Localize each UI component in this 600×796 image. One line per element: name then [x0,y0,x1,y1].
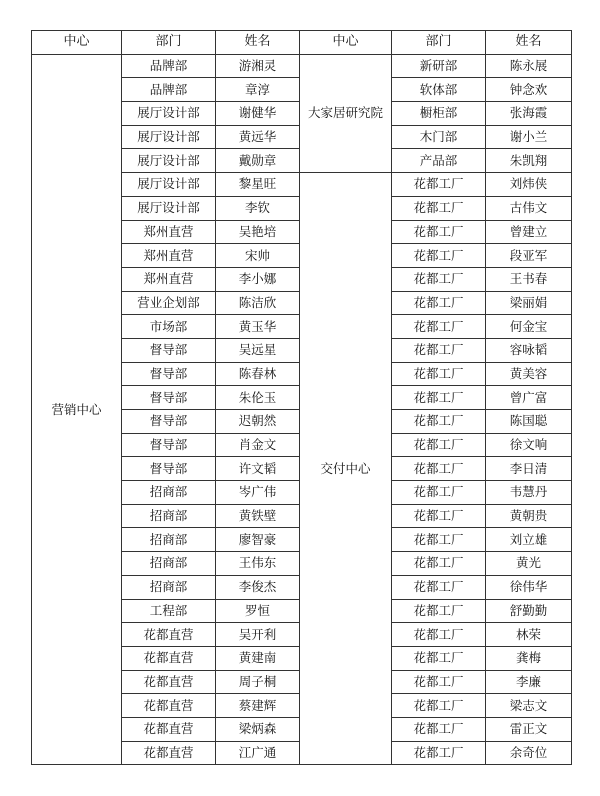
dept-cell: 花都工厂 [392,386,486,410]
dept-cell: 花都直营 [122,623,216,647]
dept-cell: 督导部 [122,362,216,386]
name-cell: 章淳 [216,78,300,102]
dept-cell: 品牌部 [122,78,216,102]
name-cell: 黄朝贵 [486,504,572,528]
center-cell-right: 大家居研究院 [300,54,392,172]
dept-cell: 展厅设计部 [122,149,216,173]
dept-cell: 花都工厂 [392,338,486,362]
header-center-left: 中心 [32,31,122,55]
dept-cell: 市场部 [122,315,216,339]
dept-cell: 花都工厂 [392,528,486,552]
dept-cell: 橱柜部 [392,102,486,126]
dept-cell: 花都工厂 [392,670,486,694]
header-dept-right: 部门 [392,31,486,55]
dept-cell: 花都工厂 [392,575,486,599]
name-cell: 王伟东 [216,552,300,576]
dept-cell: 花都直营 [122,694,216,718]
name-cell: 罗恒 [216,599,300,623]
dept-cell: 郑州直营 [122,267,216,291]
dept-cell: 花都直营 [122,741,216,765]
name-cell: 戴勋章 [216,149,300,173]
name-cell: 李廉 [486,670,572,694]
dept-cell: 营业企划部 [122,291,216,315]
name-cell: 许文韬 [216,457,300,481]
dept-cell: 花都工厂 [392,717,486,741]
name-cell: 何金宝 [486,315,572,339]
dept-cell: 花都工厂 [392,196,486,220]
name-cell: 李小娜 [216,267,300,291]
dept-cell: 花都工厂 [392,244,486,268]
name-cell: 宋帅 [216,244,300,268]
dept-cell: 招商部 [122,504,216,528]
name-cell: 黄建南 [216,646,300,670]
name-cell: 谢健华 [216,102,300,126]
name-cell: 曾建立 [486,220,572,244]
dept-cell: 花都工厂 [392,741,486,765]
dept-cell: 招商部 [122,575,216,599]
name-cell: 迟朝然 [216,410,300,434]
name-cell: 谢小兰 [486,125,572,149]
center-cell-left: 营销中心 [32,54,122,765]
dept-cell: 招商部 [122,481,216,505]
name-cell: 梁志文 [486,694,572,718]
name-cell: 吴艳培 [216,220,300,244]
name-cell: 徐伟华 [486,575,572,599]
name-cell: 梁丽娟 [486,291,572,315]
dept-cell: 花都工厂 [392,646,486,670]
name-cell: 曾广富 [486,386,572,410]
name-cell: 江广通 [216,741,300,765]
dept-cell: 招商部 [122,552,216,576]
name-cell: 钟念欢 [486,78,572,102]
header-name-right: 姓名 [486,31,572,55]
dept-cell: 督导部 [122,433,216,457]
name-cell: 吴远星 [216,338,300,362]
name-cell: 岑广伟 [216,481,300,505]
dept-cell: 新研部 [392,54,486,78]
dept-cell: 品牌部 [122,54,216,78]
dept-cell: 花都工厂 [392,315,486,339]
dept-cell: 花都工厂 [392,481,486,505]
roster-body [32,54,572,765]
dept-cell: 花都工厂 [392,433,486,457]
name-cell: 黄美容 [486,362,572,386]
dept-cell: 展厅设计部 [122,196,216,220]
dept-cell: 郑州直营 [122,244,216,268]
header-center-right: 中心 [300,31,392,55]
header-row [32,31,572,55]
dept-cell: 花都工厂 [392,457,486,481]
name-cell: 黄铁壁 [216,504,300,528]
name-cell: 古伟文 [486,196,572,220]
name-cell: 龚梅 [486,646,572,670]
dept-cell: 花都工厂 [392,267,486,291]
name-cell: 段亚军 [486,244,572,268]
name-cell: 林荣 [486,623,572,647]
header-name-left: 姓名 [216,31,300,55]
name-cell: 陈国聪 [486,410,572,434]
name-cell: 朱伦玉 [216,386,300,410]
header-dept-left: 部门 [122,31,216,55]
name-cell: 刘炜侠 [486,173,572,197]
dept-cell: 花都工厂 [392,504,486,528]
dept-cell: 花都工厂 [392,173,486,197]
table-row [32,54,572,78]
name-cell: 容咏韬 [486,338,572,362]
dept-cell: 花都工厂 [392,599,486,623]
dept-cell: 督导部 [122,410,216,434]
name-cell: 韦慧丹 [486,481,572,505]
dept-cell: 花都工厂 [392,552,486,576]
name-cell: 王书春 [486,267,572,291]
dept-cell: 招商部 [122,528,216,552]
name-cell: 黄玉华 [216,315,300,339]
name-cell: 李俊杰 [216,575,300,599]
dept-cell: 花都直营 [122,717,216,741]
dept-cell: 产品部 [392,149,486,173]
name-cell: 黄光 [486,552,572,576]
dept-cell: 展厅设计部 [122,102,216,126]
name-cell: 余奇位 [486,741,572,765]
dept-cell: 花都直营 [122,646,216,670]
dept-cell: 展厅设计部 [122,173,216,197]
name-cell: 李日清 [486,457,572,481]
name-cell: 刘立雄 [486,528,572,552]
name-cell: 徐文响 [486,433,572,457]
name-cell: 陈永展 [486,54,572,78]
dept-cell: 工程部 [122,599,216,623]
name-cell: 蔡建辉 [216,694,300,718]
name-cell: 舒勤勤 [486,599,572,623]
dept-cell: 督导部 [122,386,216,410]
staff-roster-table [31,30,572,765]
dept-cell: 花都工厂 [392,220,486,244]
dept-cell: 郑州直营 [122,220,216,244]
name-cell: 廖智豪 [216,528,300,552]
dept-cell: 展厅设计部 [122,125,216,149]
name-cell: 雷正文 [486,717,572,741]
center-cell-right: 交付中心 [300,173,392,765]
name-cell: 周子桐 [216,670,300,694]
name-cell: 肖金文 [216,433,300,457]
dept-cell: 督导部 [122,457,216,481]
dept-cell: 督导部 [122,338,216,362]
dept-cell: 花都工厂 [392,623,486,647]
name-cell: 李钦 [216,196,300,220]
name-cell: 吴开利 [216,623,300,647]
name-cell: 陈洁欣 [216,291,300,315]
dept-cell: 花都工厂 [392,291,486,315]
dept-cell: 花都工厂 [392,362,486,386]
dept-cell: 软体部 [392,78,486,102]
name-cell: 梁炳森 [216,717,300,741]
name-cell: 陈春林 [216,362,300,386]
name-cell: 黄远华 [216,125,300,149]
dept-cell: 花都工厂 [392,694,486,718]
name-cell: 朱凯翔 [486,149,572,173]
name-cell: 黎星旺 [216,173,300,197]
dept-cell: 木门部 [392,125,486,149]
dept-cell: 花都直营 [122,670,216,694]
name-cell: 张海霞 [486,102,572,126]
dept-cell: 花都工厂 [392,410,486,434]
name-cell: 游湘灵 [216,54,300,78]
